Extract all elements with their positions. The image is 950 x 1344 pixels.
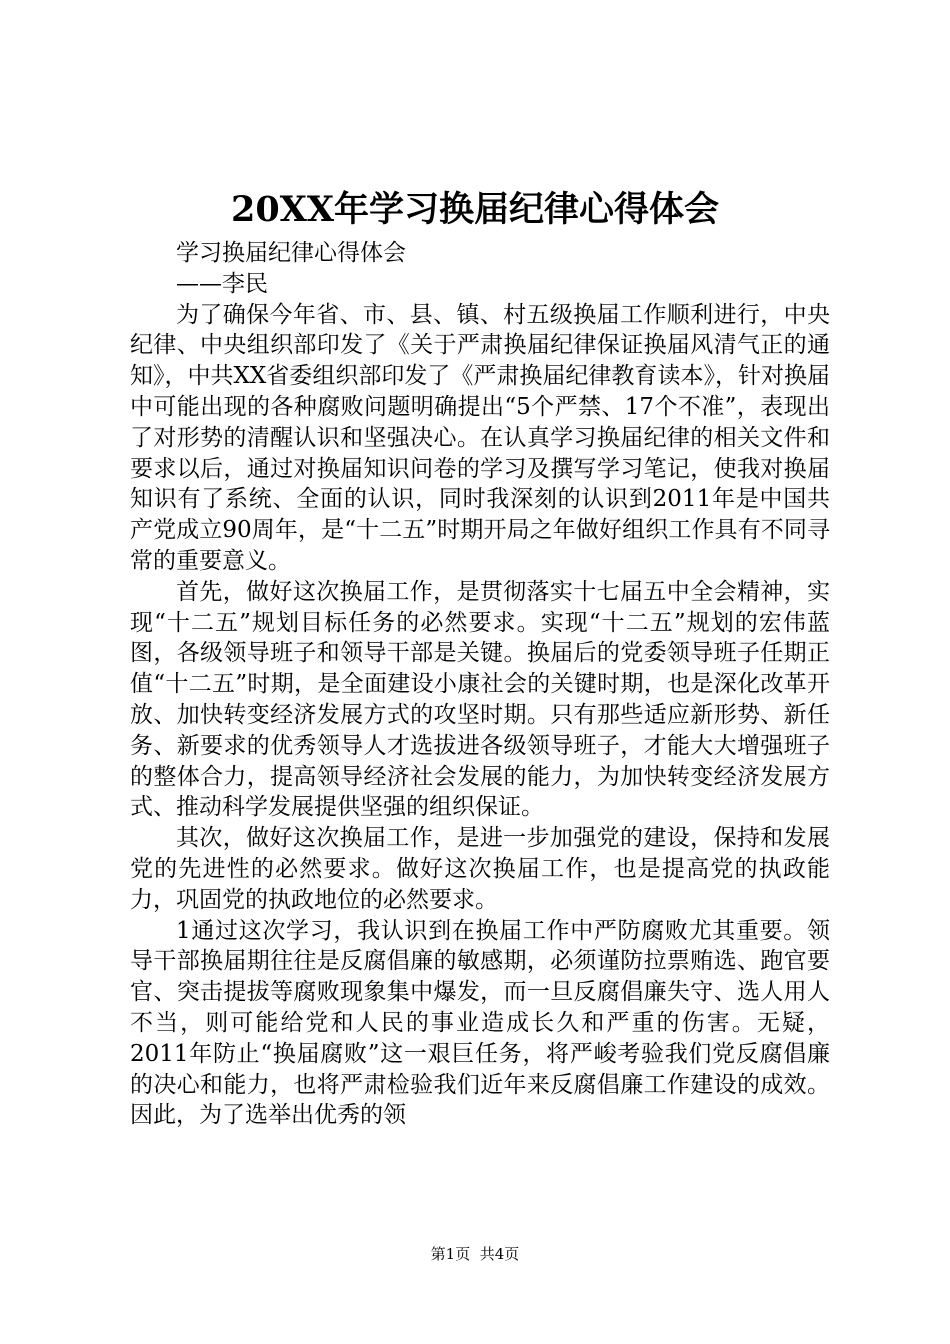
page-number: 第1页: [430, 1245, 471, 1263]
document-title: 20XX年学习换届纪律心得体会: [230, 189, 720, 230]
page-total: 共4页: [479, 1245, 520, 1263]
document-body: [130, 238, 830, 1131]
paragraph-3: 其次，做好这次换届工作，是进一步加强党的建设，保持和发展党的先进性的必然要求。做好这次换届工作，也是提高党的执政能力，巩固党的执政地位的必然要求。: [130, 825, 830, 913]
paragraph-2: 首先，做好这次换届工作，是贯彻落实十七届五中全会精神，实现“十二五”规划目标任务的必然要求。实现“十二五”规划的宏伟蓝图，各级领导班子和领导干部是关键。换届后的党委领导班子任期正值“十二五”时期，是全面建设小康社会的关键时期，也是深化改革开放、加快转变经济发展方式的攻坚时期。只有那些适应新形势、新任务、新要求的优秀领导人才选拔进各级领导班子，才能大大增强班子的整体合力，提高领导经济社会发展的能力，为加快转变经济发展方式、推动科学发展提供坚强的组织保证。: [130, 578, 830, 821]
paragraph-1: 为了确保今年省、市、县、镇、村五级换届工作顺利进行，中央纪律、中央组织部印发了《关于严肃换届纪律保证换届风清气正的通知》，中共XX省委组织部印发了《严肃换届纪律教育读本》，针对换届中可能出现的各种腐败问题明确提出“5个严禁、17个不准”，表现出了对形势的清醒认识和坚强决心。在认真学习换届纪律的相关文件和要求以后，通过对换届知识问卷的学习及撰写学习笔记，使我对换届知识有了系统、全面的认识，同时我深刻的认识到2011年是中国共产党成立90周年，是“十二五”时期开局之年做好组织工作具有不同寻常的重要意义。: [130, 301, 830, 574]
paragraph-4: 1通过这次学习，我认识到在换届工作中严防腐败尤其重要。领导干部换届期往往是反腐倡廉的敏感期，必须谨防拉票贿选、跑官要官、突击提拔等腐败现象集中爆发，而一旦反腐倡廉失守、选人用人不当，则可能给党和人民的事业造成长久和严重的伤害。无疑，2011年防止“换届腐败”这一艰巨任务，将严峻考验我们党反腐倡廉的决心和能力，也将严肃检验我们近年来反腐倡廉工作建设的成效。因此，为了选举出优秀的领: [130, 917, 830, 1129]
page-footer: [0, 1244, 950, 1264]
document-author: ——李民: [176, 270, 268, 297]
document-subtitle: 学习换届纪律心得体会: [176, 240, 406, 266]
